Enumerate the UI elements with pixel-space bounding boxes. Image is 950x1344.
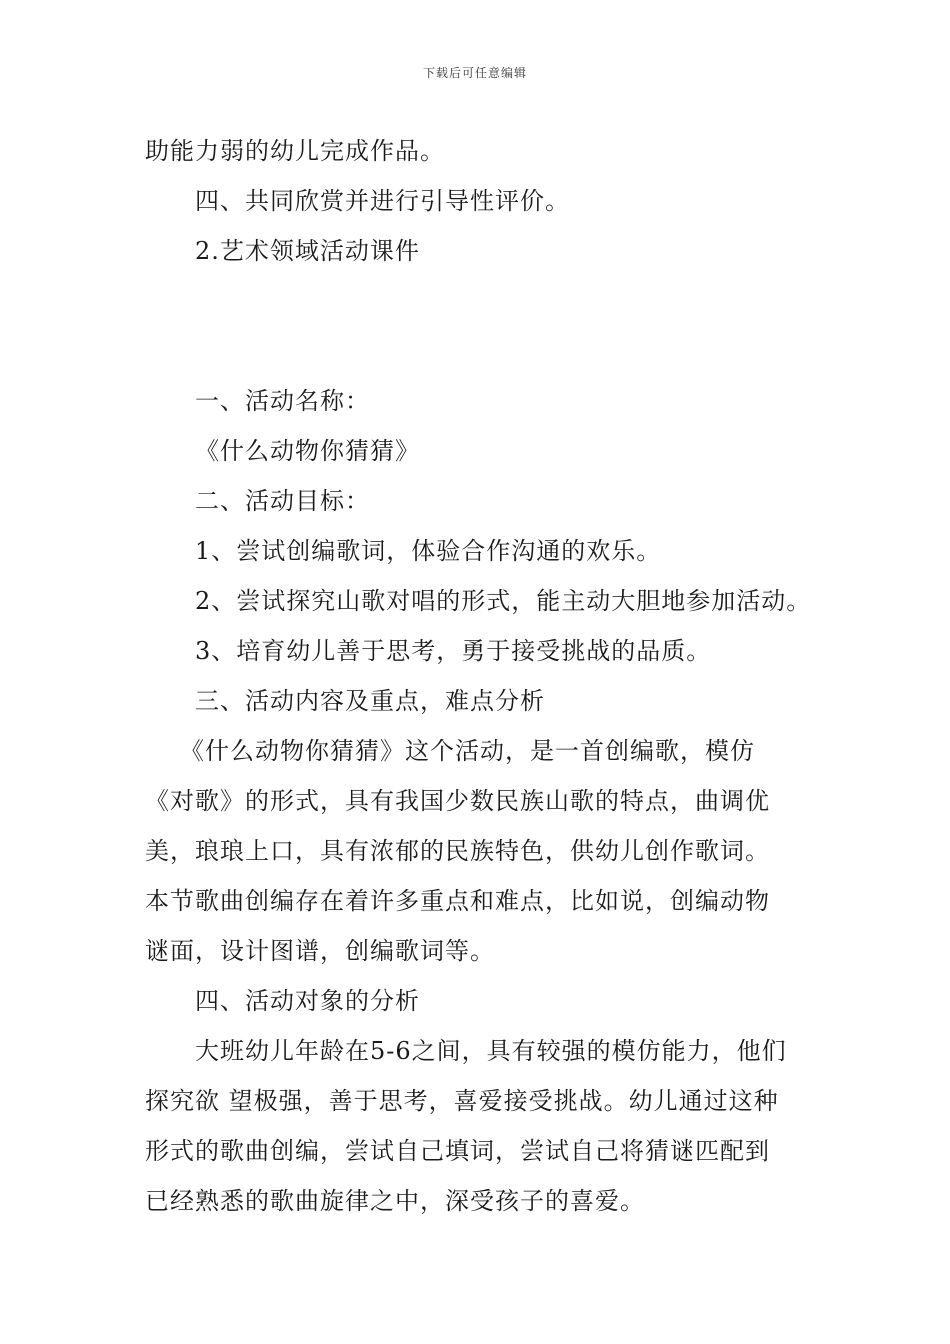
paragraph-line: 本节歌曲创编存在着许多重点和难点，比如说，创编动物 — [145, 887, 770, 915]
paragraph-line: 《对歌》的形式，具有我国少数民族山歌的特点，曲调优 — [145, 787, 770, 815]
paragraph-line: 探究欲 望极强，善于思考，喜爱接受挑战。幼儿通过这种 — [145, 1087, 779, 1115]
list-item: 2、尝试探究山歌对唱的形式，能主动大胆地参加活动。 — [195, 587, 812, 615]
paragraph-line: 《什么动物你猜猜》 — [195, 437, 420, 465]
section-heading: 二、活动目标： — [195, 487, 370, 515]
section-heading: 三、活动内容及重点，难点分析 — [195, 687, 545, 715]
section-title: 2.艺术领域活动课件 — [195, 237, 420, 265]
paragraph-line: 大班幼儿年龄在5-6之间，具有较强的模仿能力，他们 — [195, 1037, 787, 1065]
section-heading: 一、活动名称： — [195, 387, 370, 415]
paragraph-line: 已经熟悉的歌曲旋律之中，深受孩子的喜爱。 — [145, 1187, 645, 1215]
section-heading: 四、活动对象的分析 — [195, 987, 420, 1015]
list-item: 3、培育幼儿善于思考，勇于接受挑战的品质。 — [195, 637, 712, 665]
paragraph-line: 《什么动物你猜猜》这个活动，是一首创编歌，模仿 — [180, 737, 755, 765]
paragraph-line: 谜面，设计图谱，创编歌词等。 — [145, 937, 495, 965]
paragraph-line: 美，琅琅上口，具有浓郁的民族特色，供幼儿创作歌词。 — [145, 837, 770, 865]
list-item: 1、尝试创编歌词，体验合作沟通的欢乐。 — [195, 537, 662, 565]
paragraph-line: 助能力弱的幼儿完成作品。 — [145, 137, 445, 165]
paragraph-line: 形式的歌曲创编，尝试自己填词，尝试自己将猜谜匹配到 — [145, 1137, 770, 1165]
paragraph-line: 四、共同欣赏并进行引导性评价。 — [195, 187, 570, 215]
page-header: 下载后可任意编辑 — [422, 66, 527, 80]
